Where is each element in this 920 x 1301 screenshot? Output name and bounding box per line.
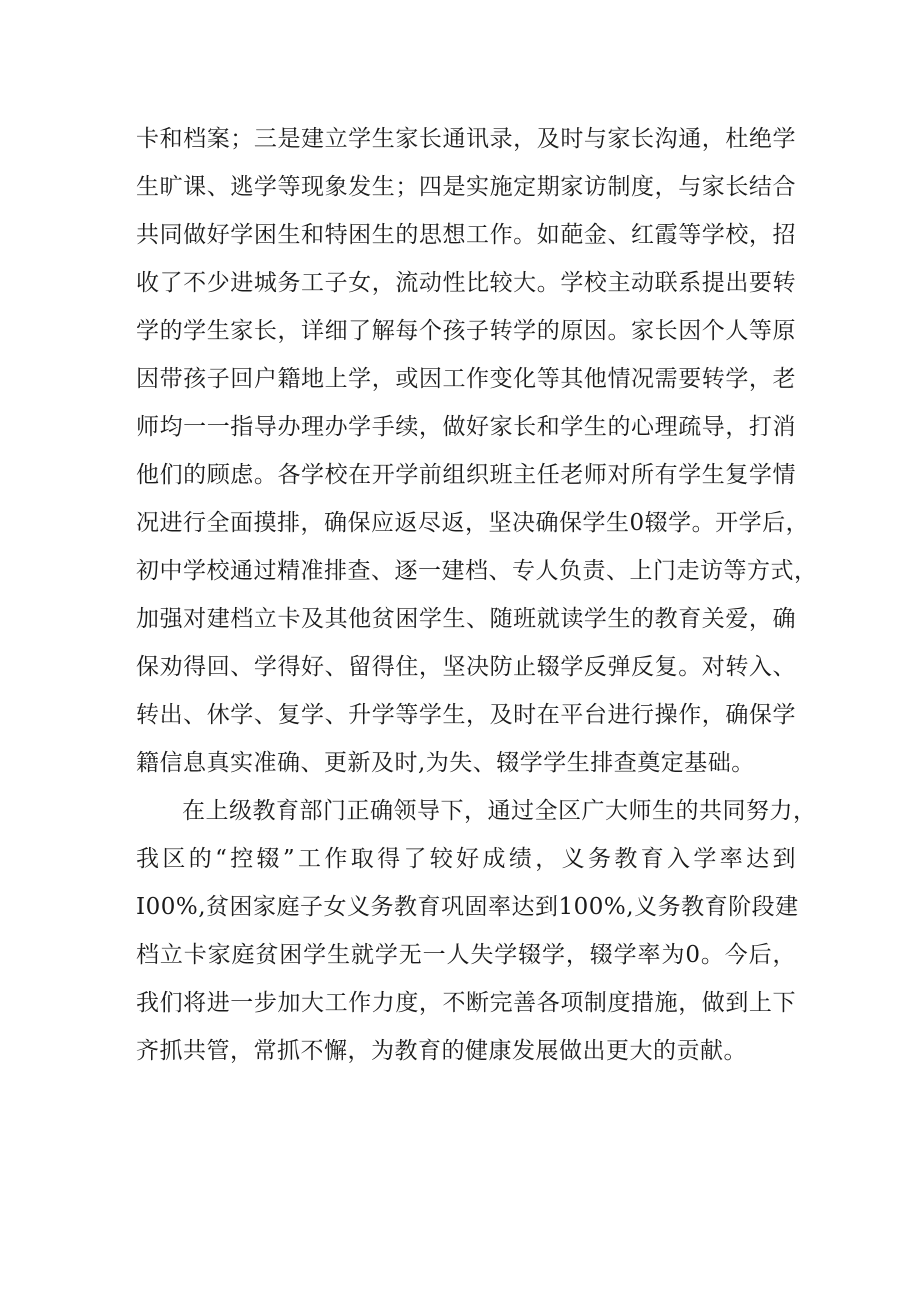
paragraph-line: 籍信息真实准确、更新及时,为失、辍学学生排查奠定基础。 <box>136 750 755 776</box>
paragraph-line: 共同做好学困生和特困生的思想工作。如葩金、红霞等学校，招 <box>136 222 796 248</box>
paragraph-line: 我们将进一步加大工作力度，不断完善各项制度措施，做到上下 <box>136 990 796 1016</box>
paragraph-line: 师均一一指导办理办学手续，做好家长和学生的心理疏导，打消 <box>136 414 796 440</box>
paragraph-line: 况进行全面摸排，确保应返尽返，坚决确保学生0辍学。开学后， <box>136 510 810 536</box>
paragraph-line: 收了不少进城务工子女，流动性比较大。学校主动联系提出要转 <box>136 270 796 296</box>
paragraph-line: 在上级教育部门正确领导下，通过全区广大师生的共同努力， <box>182 798 817 824</box>
paragraph-2 <box>136 787 817 1075</box>
paragraph-line: 初中学校通过精准排查、逐一建档、专人负责、上门走访等方式， <box>136 558 818 584</box>
paragraph-line: 转出、休学、复学、升学等学生，及时在平台进行操作，确保学 <box>136 702 796 728</box>
paragraph-line: 卡和档案；三是建立学生家长通讯录，及时与家长沟通，杜绝学 <box>136 126 796 152</box>
paragraph-line: 齐抓共管，常抓不懈，为教育的健康发展做出更大的贡献。 <box>136 1038 747 1064</box>
paragraph-1 <box>136 115 818 787</box>
paragraph-line: 档立卡家庭贫困学生就学无一人失学辍学，辍学率为0。今后， <box>136 942 796 968</box>
paragraph-line: 加强对建档立卡及其他贫困学生、随班就读学生的教育关爱，确 <box>136 606 796 632</box>
paragraph-line: 学的学生家长，详细了解每个孩子转学的原因。家长因个人等原 <box>136 318 796 344</box>
paragraph-line: I00%,贫困家庭子女义务教育巩固率达到100%,义务教育阶段建 <box>136 894 799 920</box>
paragraph-line: 因带孩子回户籍地上学，或因工作变化等其他情况需要转学，老 <box>136 366 796 392</box>
paragraph-line: 他们的顾虑。各学校在开学前组织班主任老师对所有学生复学情 <box>136 462 796 488</box>
paragraph-line: 保劝得回、学得好、留得住，坚决防止辍学反弹反复。对转入、 <box>136 654 796 680</box>
paragraph-line: 我区的“控辍”工作取得了较好成绩，义务教育入学率达到 <box>136 846 796 872</box>
paragraph-line: 生旷课、逃学等现象发生；四是实施定期家访制度，与家长结合 <box>136 174 796 200</box>
